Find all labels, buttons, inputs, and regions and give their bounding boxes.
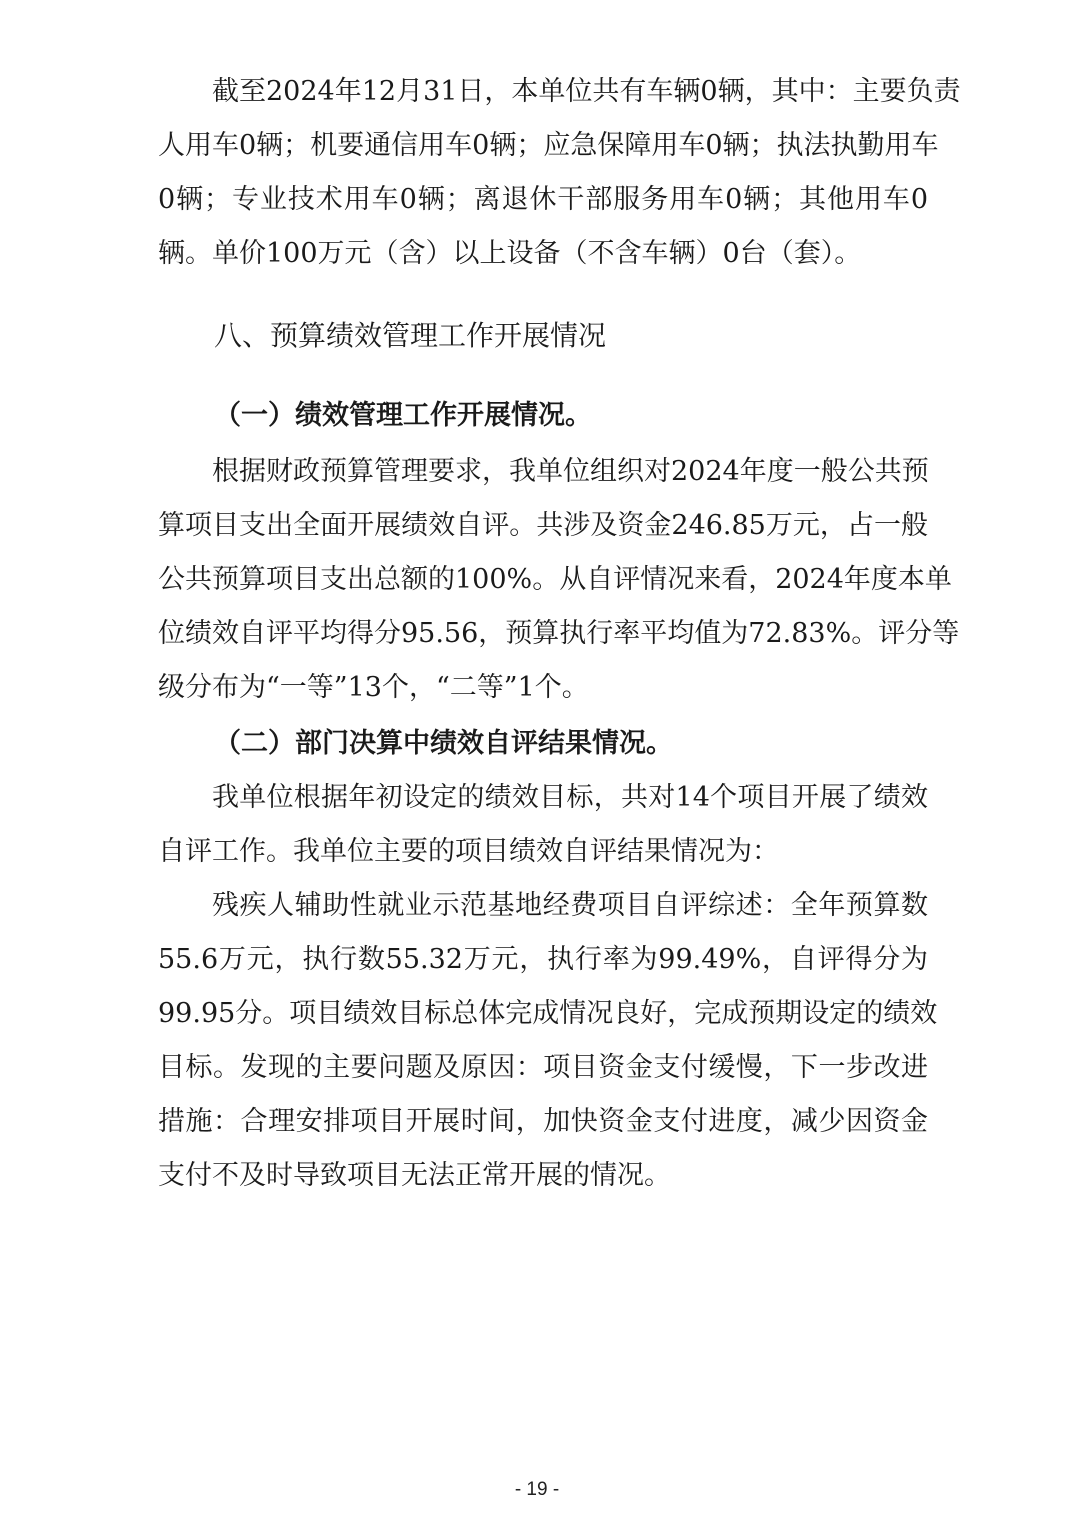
section-8-heading: 八、预算绩效管理工作开展情况 [214,319,607,352]
subsection-1-heading: （一）绩效管理工作开展情况。 [214,400,592,431]
vehicles-paragraph-line: 辆。单价100万元（含）以上设备（不含车辆）0台（套）。 [158,238,862,269]
subsection-1-line: 算项目支出全面开展绩效自评。共涉及资金246.85万元，占一般 [158,510,928,541]
vehicles-paragraph-line: 人用车0辆；机要通信用车0辆；应急保障用车0辆；执法执勤用车 [158,130,939,161]
subsection-1-line: 根据财政预算管理要求，我单位组织对2024年度一般公共预 [212,456,929,487]
project-summary-line: 残疾人辅助性就业示范基地经费项目自评综述：全年预算数 [212,890,928,921]
subsection-2-heading: （二）部门决算中绩效自评结果情况。 [214,728,673,759]
subsection-1-line: 位绩效自评平均得分95.56，预算执行率平均值为72.83%。评分等 [158,618,960,649]
project-summary-line: 99.95分。项目绩效目标总体完成情况良好，完成预期设定的绩效 [158,998,938,1029]
subsection-2-intro-line: 我单位根据年初设定的绩效目标，共对14个项目开展了绩效 [212,782,928,813]
project-summary-line: 措施：合理安排项目开展时间，加快资金支付进度，减少因资金 [158,1106,928,1137]
page-number: - 19 - [514,1479,560,1500]
project-summary-line: 目标。发现的主要问题及原因：项目资金支付缓慢，下一步改进 [158,1052,928,1083]
subsection-1-line: 级分布为“一等”13个，“二等”1个。 [158,672,589,703]
vehicles-paragraph-line: 0辆；专业技术用车0辆；离退休干部服务用车0辆；其他用车0 [158,184,928,215]
project-summary-line: 支付不及时导致项目无法正常开展的情况。 [158,1160,671,1191]
project-summary-line: 55.6万元，执行数55.32万元，执行率为99.49%，自评得分为 [158,944,928,975]
vehicles-paragraph-line: 截至2024年12月31日，本单位共有车辆0辆，其中：主要负责 [212,76,961,107]
subsection-1-line: 公共预算项目支出总额的100%。从自评情况来看，2024年度本单 [158,564,952,595]
subsection-2-intro-line: 自评工作。我单位主要的项目绩效自评结果情况为： [158,836,779,867]
